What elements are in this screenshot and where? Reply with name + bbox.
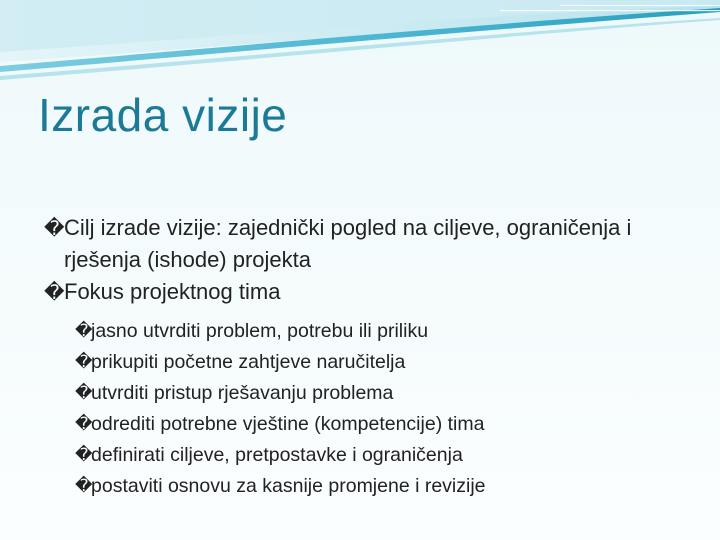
header-wave-decoration (0, 0, 720, 80)
sub-bullet-point (75, 316, 684, 347)
sub-bullet-text: utvrditi pristup rješavanju problema (91, 382, 394, 404)
sub-bullet-point (75, 409, 684, 440)
sub-bullet-text: jasno utvrditi problem, potrebu ili priliku (91, 320, 429, 342)
slide-body (44, 212, 684, 502)
sub-bullet-text: odrediti potrebne vještine (kompetencije) tima (91, 413, 485, 435)
bullet-glyph: � (75, 321, 93, 341)
bullet-text: Fokus projektnog tima (64, 279, 281, 304)
bullet-glyph: � (75, 476, 93, 496)
bullet-point (44, 276, 684, 308)
bullet-glyph: � (75, 352, 93, 372)
bullet-glyph: � (75, 383, 93, 403)
sub-bullet-point (75, 347, 684, 378)
bullet-glyph: � (44, 216, 65, 240)
sub-bullet-point (75, 440, 684, 471)
sub-bullet-text: postaviti osnovu za kasnije promjene i revizije (91, 475, 486, 497)
sub-bullet-text: prikupiti početne zahtjeve naručitelja (91, 351, 406, 373)
bullet-point (44, 212, 684, 276)
sub-bullet-text: definirati ciljeve, pretpostavke i ograničenja (91, 444, 463, 466)
sub-bullet-list (75, 316, 684, 502)
bullet-glyph: � (75, 414, 93, 434)
bullet-text: Cilj izrade vizije: zajednički pogled na ciljeve, ograničenja i rješenja (ishode) projekta (64, 215, 632, 272)
bullet-glyph: � (75, 445, 93, 465)
bullet-glyph: � (44, 280, 65, 304)
sub-bullet-point (75, 378, 684, 409)
slide-title: Izrada vizije (38, 89, 288, 141)
sub-bullet-point (75, 471, 684, 502)
